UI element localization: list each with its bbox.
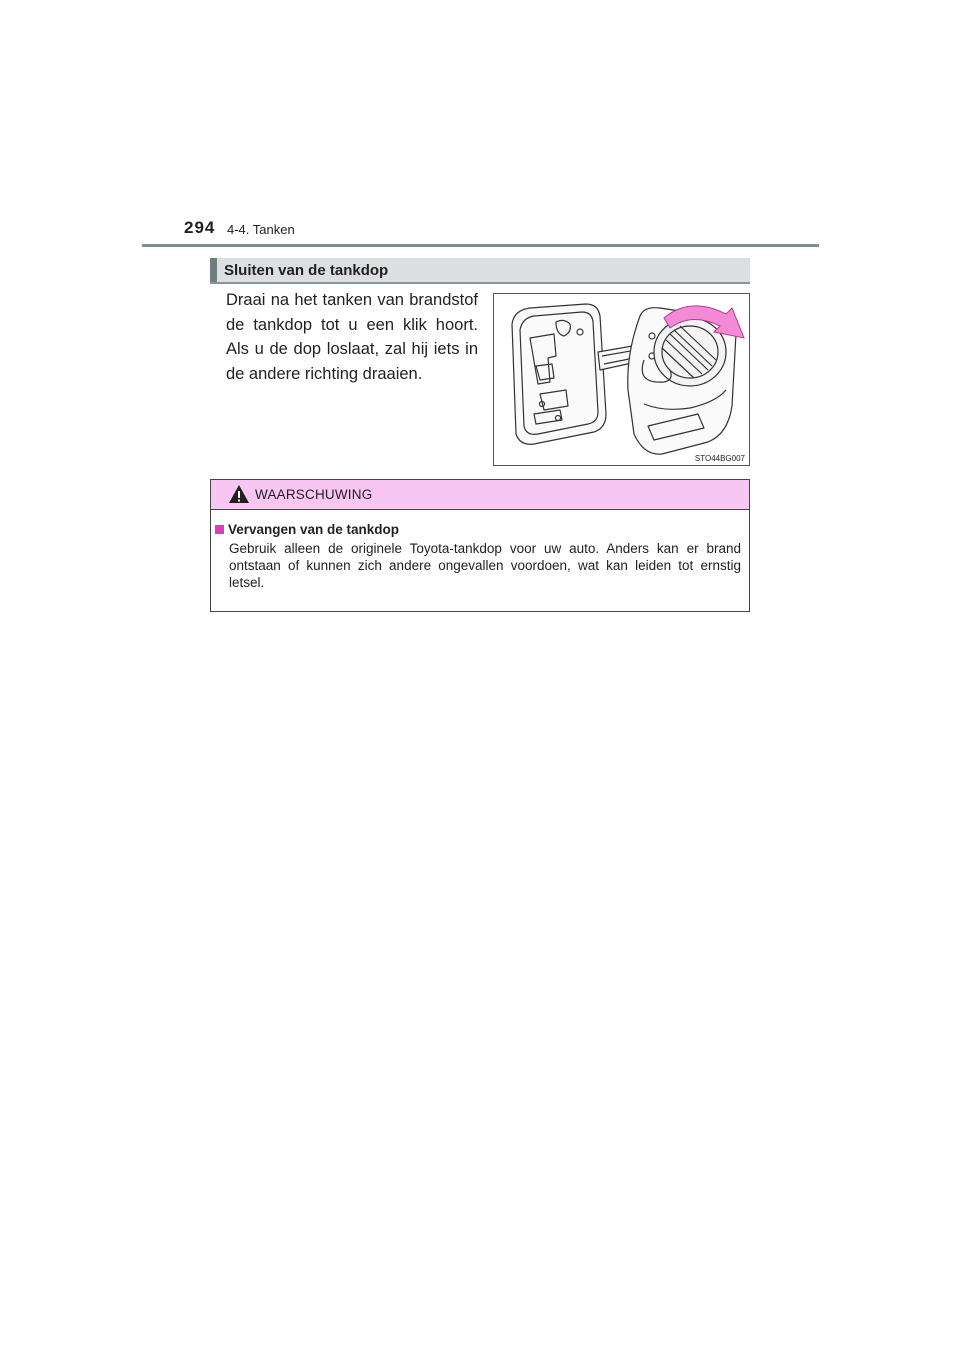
header-divider <box>142 244 819 247</box>
square-bullet-icon <box>215 525 224 534</box>
warning-item-title: Vervangen van de tankdop <box>228 522 400 537</box>
fuel-door-drawing <box>494 294 749 465</box>
subsection-title: Sluiten van de tankdop <box>224 262 389 279</box>
instruction-text: Draai na het tanken van brandstof de tankdop tot u een klik hoort. Als u de dop loslaat, zal hij iets in de andere richting draaien. <box>226 291 478 383</box>
subsection-heading <box>210 258 750 284</box>
page-number: 294 <box>184 218 216 237</box>
subsection-accent <box>210 258 217 282</box>
figure-code: STO44BG007 <box>694 454 745 463</box>
warning-triangle-icon <box>228 484 250 504</box>
warning-box <box>210 479 750 612</box>
fuel-cap-illustration <box>493 293 750 466</box>
warning-header <box>211 480 749 510</box>
section-label: 4-4. Tanken <box>227 222 295 237</box>
warning-item-heading <box>215 522 399 537</box>
warning-item-text: Gebruik alleen de originele Toyota-tankdop voor uw auto. Anders kan er brand ontstaan of kunnen zich andere ongevallen voordoen, wat kan leiden tot ernstig letsel. <box>229 541 741 590</box>
warning-title: WAARSCHUWING <box>255 487 373 502</box>
